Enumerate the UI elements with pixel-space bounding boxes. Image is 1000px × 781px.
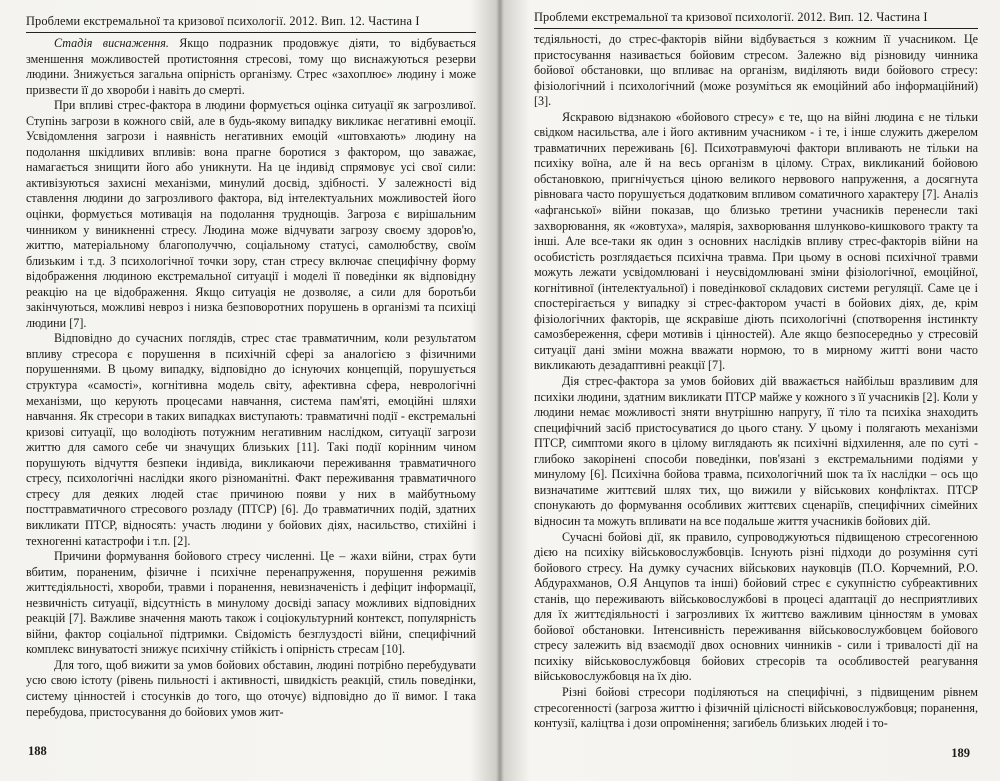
running-head-left: Проблеми екстремальної та кризової психології. 2012. Вип. 12. Частина І xyxy=(26,14,476,33)
running-head-right: Проблеми екстремальної та кризової психології. 2012. Вип. 12. Частина І xyxy=(534,10,978,29)
paragraph: Для того, щоб вижити за умов бойових обставин, людині потрібно перебудувати усю свою істоту (рівень пильності і активності, швидкість реакцій, стиль поведінки, систему цінностей і стосунків до того, що оточує) відповідно до її вимог. І така перебудова, пристосування до бойових умов жит- xyxy=(26,657,476,719)
left-page-body xyxy=(26,36,476,720)
paragraph: Відповідно до сучасних поглядів, стрес стає травматичним, коли результатом впливу стресора є порушення в психічній сфері за аналогією з фізичними порушеннями. В цьому випадку, відповідно до існуючих концепцій, порушується структура «самості», когнітивна модель світу, афективна сфера, неврологічні механізми, що керують процесами навчання, система пам'яті, емоційні шляхи навчання. Як стресори в таких випадках виступають: травматичні події - екстремальні кризові ситуації, що володіють потужним негативним наслідком, ситуації загрози життю для самого себе чи значущих близьких [11]. Такі події корінним чином порушують відчуття безпеки індивіда, викликаючи переживання травматичного стресу, психологічні наслідки якого різноманітні. Факт переживання травматичного стресу для деяких людей стає причиною появи у них в майбутньому посттравматичного стресового розладу (ПТСР) [6]. До травматичних подій, здатних викликати ПТСР, відносять: участь людини у бойових діях, насильство, стихійні і техногенні катастрофи і т.п. [2]. xyxy=(26,331,476,548)
paragraph: Причини формування бойового стресу численні. Це – жахи війни, страх бути вбитим, пораненим, фізичне і психічне перенапруження, порушення режимів життєдіяльності, хвороби, травми і поранення, невизначеність і дефіцит інформації, незвичність ситуації, відсутність в минулому досвіді запасу можливих відповідних реакцій [7]. Важливе значення мають також і соціокультурний контекст, популярність війни, фактор соціальної підтримки. Свідомість безглуздості війни, специфічний комплекс винуватості знижує психічну стійкість і опірність стресам [10]. xyxy=(26,549,476,657)
page-number-left: 188 xyxy=(28,744,47,758)
paragraph: Сучасні бойові дії, як правило, супроводжуються підвищеною стресогенною дією на психіку військовослужбовців. Існують різні підходи до розуміння суті бойового стресу. На думку сучасних військових науковців (П.О. Корчемний, Р.О. Абдурахманов, О.Я Анцупов та інші) бойовий стрес є сукупністю субреактивних станів, що переживають військовослужбові в процесі адаптації до несприятливих для їх життєдіяльності і загрозливих їх життєво важливим цінностям в умовах бойової обстановки. Інтенсивність переживання військовослужбовцем бойового стресу залежить від взаємодії двох основних чинників - сили і тривалості дії на психіку військовослужбовця бойових стресорів та особливостей реагування військовослужбовця на їх дію. xyxy=(534,529,978,684)
stage-heading-italic: Стадія виснаження. xyxy=(54,36,169,50)
paragraph: Різні бойові стресори поділяються на специфічні, з підвищеним рівнем стресогенності (загроза життю і фізичній цілісності військовослужбовця; поранення, контузії, каліцтва і дози опромінення; загибель близьких людей і то- xyxy=(534,684,978,731)
right-page-body xyxy=(534,32,978,732)
paragraph xyxy=(26,36,476,98)
left-page xyxy=(0,0,496,781)
page-number-right: 189 xyxy=(951,746,970,760)
right-page xyxy=(508,0,1000,781)
paragraph: Дія стрес-фактора за умов бойових дій вважається найбільш вразливим для психіки людини, здатним викликати ПТСР майже у кожного з її учасників [2]. Коли у людини немає можливості зняти внутрішню напругу, її тіло та психіка знаходить специфічний засіб пристосуватися до цього стану. У цьому і полягають механізми ПТСР, симптоми якого в цілому виглядають як психічні відхилення, але по суті - глибоко закорінені способи поведінки, пов'язані з екстремальними подіями у минулому [6]. Психічна бойова травма, психологічний шок та їх наслідки – ось що визначатиме життєвий шлях тих, що вижили у військових конфліктах. ПТСР спонукають до формування особливих життєвих сценаріїв, специфічних сімейних відносин та можуть впливати на все подальше життя учасників бойових дій. xyxy=(534,374,978,528)
paragraph: Яскравою відзнакою «бойового стресу» є те, що на війні людина є не тільки свідком насильства, але і його активним учасником - і те, і інше служить джерелом травматичних переживань [6]. Психотравмуючі фактори впливають не тільки на психіку воїна, але й на весь організм в цілому. Страх, викликаний бойовою обстановкою, пригнічується ціною великого нервового напруження, а досягнута рівновага часто порушується додатковим впливом соматичного характеру [7]. Аналіз «афганської» війни показав, що близько третини учасників перенесли такі захворювання, як «жовтуха», малярія, захворювання шлунково-кишкового тракту та інші. Але все-таки як один з основних наслідків впливу стрес-факторів війни на особистість розглядається психічна травма. При цьому в основі психічної травми можуть лежати усвідомлювані і неусвідомлювані зміни фізіологічної, емоційної, когнітивної (інтелектуальної) і поведінкової складових системи регуляції. Саме це і спостерігається у випадку зі стрес-фактором участі в бойових діях, де, крім фізіологічних факторів, ще яскравіше діють психологічні (спотворення інстинкту самозбереження, сфери мотивів і цінностей). Але якщо безпосередньо у стресовій ситуації дані зміни можна вважати нормою, то в мирному житті вони часто викликають дезадаптивні реакції [7]. xyxy=(534,109,978,373)
paragraph-text: Якщо подразник продовжує діяти, то відбувається зменшення можливостей протистояння стресові, тому що виснажуються резерви людини. Знижується загальна опірність організму. Стрес «захоплює» людину і може призвести її до хвороби і навіть до смерті. xyxy=(26,36,476,97)
paragraph: При впливі стрес-фактора в людини формується оцінка ситуації як загрозливої. Ступінь загрози в кожного свій, але в будь-якому випадку викликає негативні емоції. Усвідомлення загрози і наявність негативних емоцій «штовхають» людину на подолання шкідливих впливів: вона прагне боротися з фактором, що заважає, намагається знищити його або уникнути. На це індивід спрямовує усі свої сили: активізуються захисні механізми, минулий досвід, здібності. У залежності від ставлення людини до загрозливого фактора, від інтелектуальних можливостей його оцінки, формується мотивація на подолання труднощів. Загроза є вирішальним чинником у виникненні стресу. Людина може відчувати загрозу своєму здоров'ю, життю, матеріальному благополуччю, соціальному статусі, самолюбству, своїм близьким і т.д. З психологічної точки зору, стан стресу включає специфічну форму відображення людиною екстремальної ситуації і моделі її поведінки як відповідну реакцію на це відображення. Якщо ситуація не дозволяє, а сили для боротьби закінчуються, можливі невроз і низка безповоротних порушень в організмі та психіці людини [7]. xyxy=(26,98,476,330)
paragraph-continued: тєдіяльності, до стрес-факторів війни відбувається з кожним її учасником. Це пристосування називається бойовим стресом. Залежно від різновиду чинника бойової обстановки, що впливає на організм, виділяють види бойового стресу: фізіологічний і психологічний (може розуміться як емоційний або інформаційний) [3]. xyxy=(534,32,978,109)
